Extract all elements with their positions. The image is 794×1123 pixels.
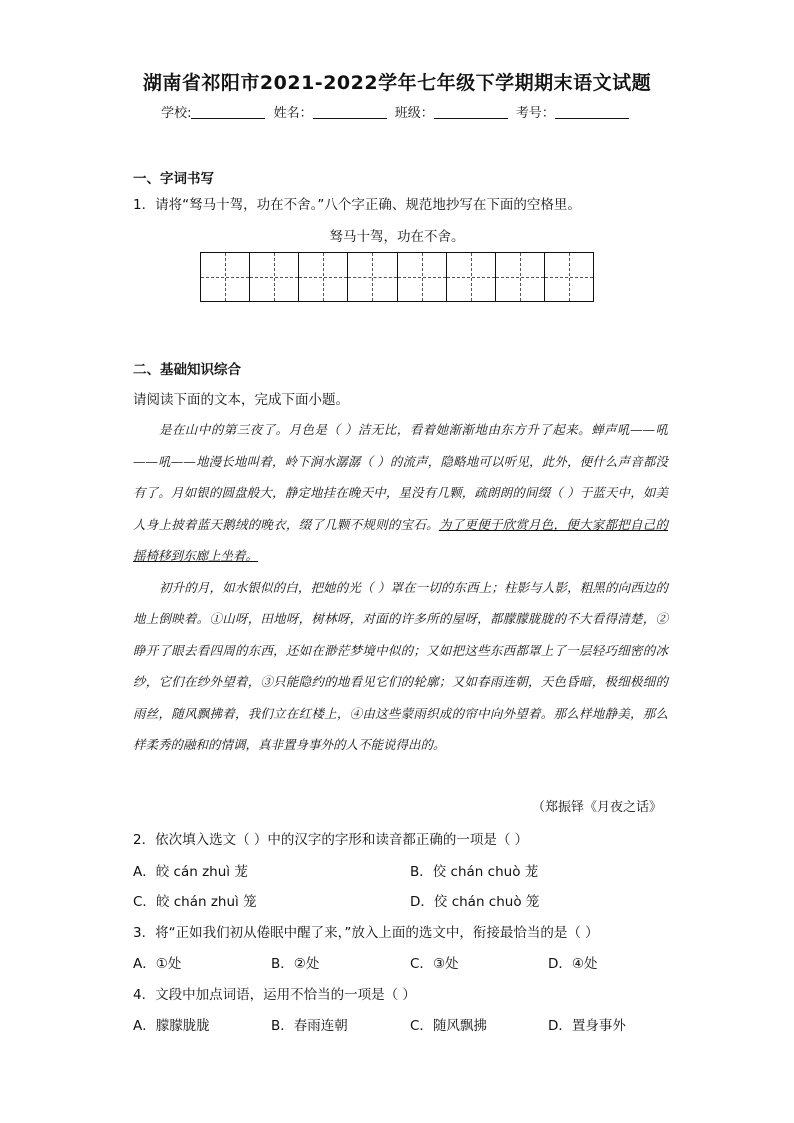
phrase-to-copy: 驽马十驾，功在不舍。	[329, 229, 465, 245]
grid-cell[interactable]	[447, 253, 496, 301]
section-2-heading: 二、基础知识综合	[133, 362, 241, 378]
grid-cell[interactable]	[545, 253, 593, 301]
question-3: 3．将“正如我们初从倦眠中醒了来，”放入上面的选文中，衔接最恰当的是（ ）	[133, 925, 599, 941]
passage-source: （郑振铎《月夜之话》	[531, 800, 662, 815]
question-2: 2．依次填入选文（ ）中的汉字的字形和读音都正确的一项是（ ）	[133, 832, 529, 848]
grid-cell[interactable]	[398, 253, 447, 301]
q2-option-d[interactable]: D．佼 chán chuò 笼	[410, 894, 540, 910]
grid-cell[interactable]	[250, 253, 299, 301]
q2-option-b[interactable]: B．佼 chán chuò 茏	[410, 864, 539, 880]
section-1-heading: 一、字词书写	[133, 171, 214, 187]
grid-cell[interactable]	[348, 253, 397, 301]
passage-paragraph-2: 初升的月，如水银似的白，把她的光（ ）罩在一切的东西上；柱影与人影，粗黑的向西边的地上倒映着。①山呀，田地呀，树林呀，对面的许多所的屋呀，都朦朦胧胧的不大看得清楚，②睁开了眼去看四周的东西，还如在渺茫梦境中似的；又如把这些东西都罩上了一层轻巧细密的冰纱，它们在纱外望着，③只能隐约的地看见它们的轮廓；又如春雨连朝，天色昏暗，极细极细的雨丝，随风飘拂着，我们立在红楼上，④由这些蒙雨织成的帘中向外望着。那么样地静美，那么样柔秀的融和的情调，真非置身事外的人不能说得出的。	[133, 579, 668, 752]
class-label: 班级：	[394, 106, 434, 121]
q3-option-a[interactable]: A．①处	[133, 956, 182, 972]
q3-option-d[interactable]: D．④处	[548, 956, 598, 972]
student-info-line	[0, 102, 794, 121]
school-blank[interactable]	[191, 104, 265, 119]
q2-option-a[interactable]: A．皎 cán zhuì 茏	[133, 864, 248, 880]
name-blank[interactable]	[313, 104, 387, 119]
question-4: 4．文段中加点词语，运用不恰当的一项是（ ）	[133, 987, 416, 1003]
q2-option-c[interactable]: C．皎 chán zhuì 笼	[133, 894, 257, 910]
grid-cell[interactable]	[201, 253, 250, 301]
grid-cell[interactable]	[496, 253, 545, 301]
school-label: 学校:	[161, 106, 192, 121]
q4-option-d[interactable]: D．置身事外	[548, 1018, 626, 1034]
passage-paragraph-1: 是在山中的第三夜了。月色是（ ）洁无比，看着她渐渐地由东方升了起来。蝉声吼——吼——吼——地漫长地叫着，岭下涧水潺潺（ ）的流声，隐略地可以听见，此外，便什么声音都没有了。月如银的圆盘般大，静定地挂在晚天中，星没有几颗，疏朗朗的间缀（ ）于蓝天中，如美人身上披着蓝天鹅绒的晚衣，缀了几颗不规则的宝石。为了更便于欣赏月色，便大家都把自己的摇椅移到东廊上坐着。	[133, 422, 668, 563]
q3-option-c[interactable]: C．③处	[410, 956, 459, 972]
q4-option-a[interactable]: A．朦朦胧胧	[133, 1018, 210, 1034]
q3-option-b[interactable]: B．②处	[271, 956, 320, 972]
q4-option-b[interactable]: B．春雨连朝	[271, 1018, 348, 1034]
exam-number-label: 考号：	[515, 106, 555, 121]
class-blank[interactable]	[434, 104, 508, 119]
reading-instruction: 请阅读下面的文本，完成下面小题。	[133, 392, 349, 408]
grid-cell[interactable]	[299, 253, 348, 301]
question-1: 1．请将“驽马十驾，功在不舍。”八个字正确、规范地抄写在下面的空格里。	[133, 197, 581, 213]
underlined-sentence: 为了更便于欣赏月色，便大家都把自己的摇椅移到东廊上坐着。	[133, 516, 668, 563]
writing-grid[interactable]	[200, 252, 594, 302]
reading-passage	[133, 414, 668, 761]
exam-number-blank[interactable]	[555, 104, 629, 119]
name-label: 姓名：	[273, 106, 313, 121]
page-title: 湖南省祁阳市2021-2022学年七年级下学期期末语文试题	[142, 72, 652, 94]
q4-option-c[interactable]: C．随风飘拂	[410, 1018, 487, 1034]
